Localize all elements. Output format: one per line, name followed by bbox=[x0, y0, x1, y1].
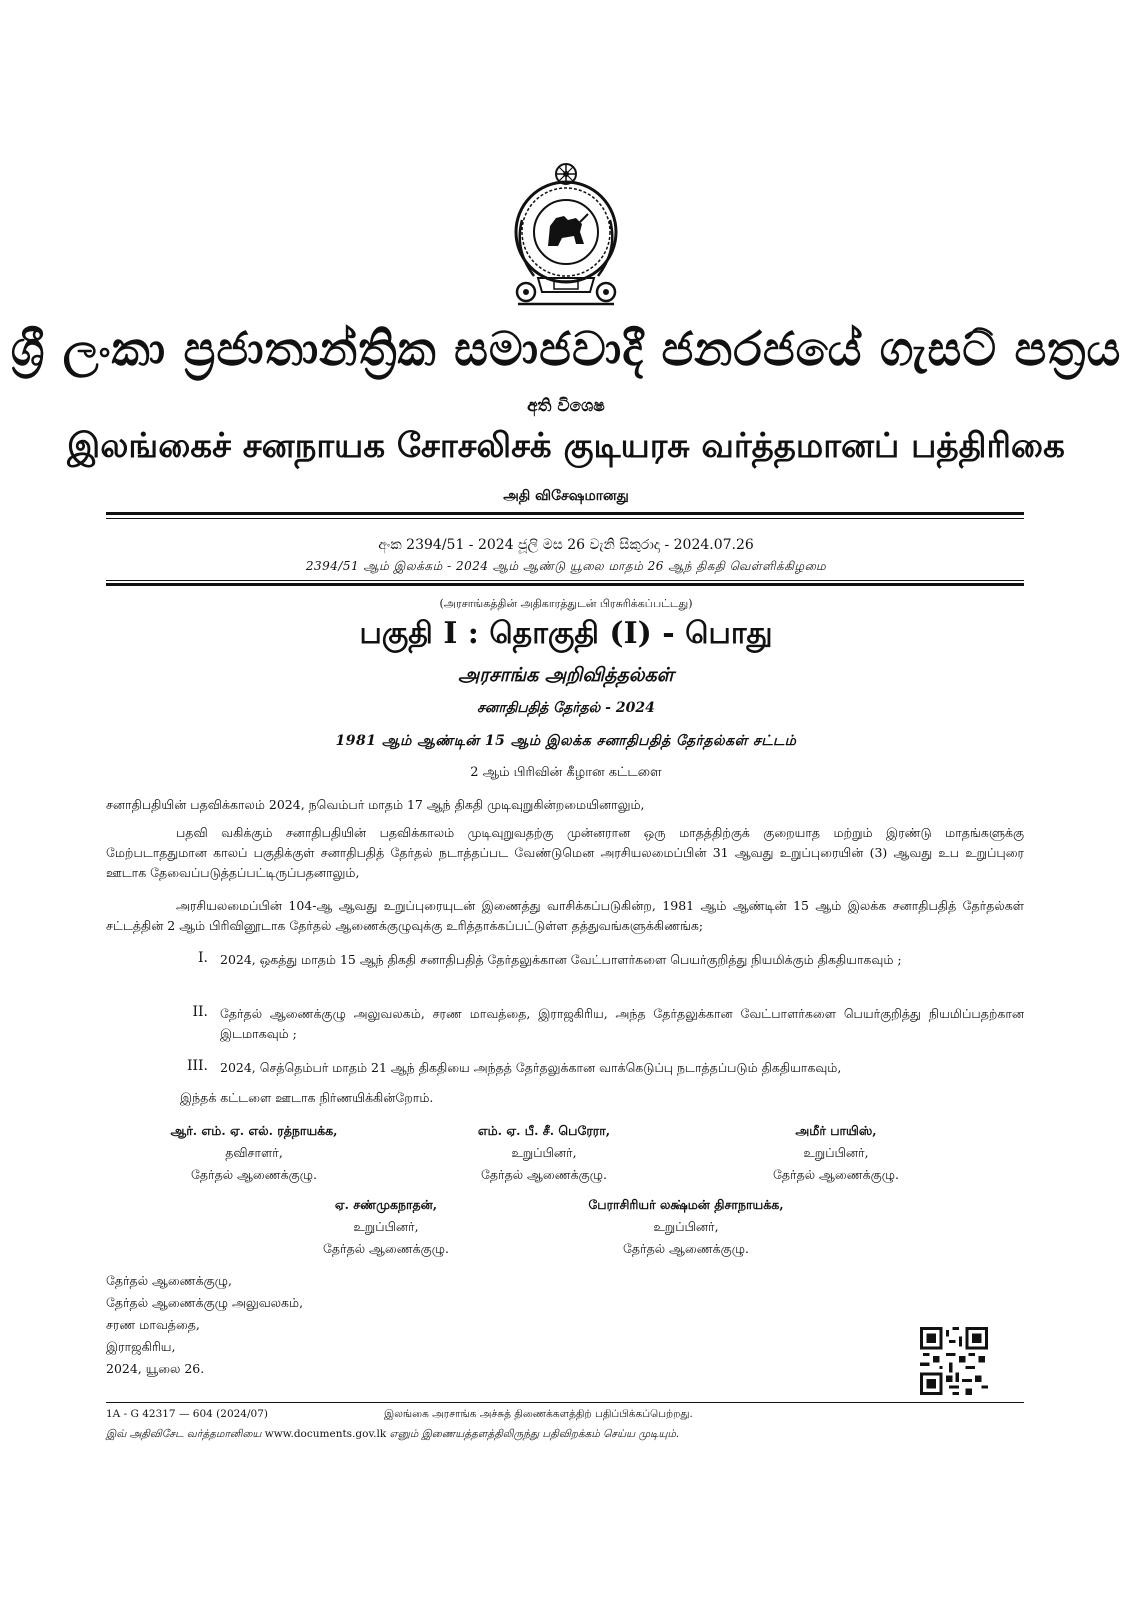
gazette-title-tamil: இலங்கைச் சனநாயக சோசலிசக் குடியரசு வர்த்தமானப் பத்திரிகை bbox=[67, 426, 1065, 466]
signatory-block bbox=[404, 1120, 684, 1186]
header-rule-thick bbox=[106, 512, 1024, 515]
issue-line-tamil: 2394/51 ஆம் இலக்கம் - 2024 ஆம் ஆண்டு யூலை மாதம் 26 ஆந் திகதி வெள்ளிக்கிழமை bbox=[305, 559, 827, 573]
address-line: 2024, யூலை 26. bbox=[106, 1361, 205, 1376]
signatory-block bbox=[114, 1120, 394, 1186]
address-line: இராஜகிரிய, bbox=[106, 1339, 176, 1354]
national-emblem-icon bbox=[504, 160, 628, 310]
signatory-name: ஆர். எம். ஏ. எல். ரத்நாயக்க, bbox=[170, 1123, 338, 1138]
list-item-number: I. bbox=[198, 950, 208, 966]
signatory-role: உறுப்பினர், bbox=[353, 1219, 419, 1234]
issue-rule-thick bbox=[106, 583, 1024, 586]
download-note-prefix: இவ் அதிவிசேட வர்த்தமானியை bbox=[106, 1428, 262, 1440]
list-item-text: தேர்தல் ஆணைக்குழு அலுவலகம், சரண மாவத்தை, இராஜகிரிய, அந்த தேர்தலுக்கான வேட்பாளர்களை பெயர்குறித்து நியமிப்பதற்கான இடமாகவும் ; bbox=[220, 1006, 1024, 1041]
closing-line: இந்தக் கட்டளை ஊடாக நிர்ணயிக்கின்றோம். bbox=[180, 1090, 434, 1105]
signatory-role: உறுப்பினர், bbox=[653, 1219, 719, 1234]
list-item-number: II. bbox=[192, 1004, 208, 1020]
signatory-name: பேராசிரியர் லக்ஷ்மன் திசாநாயக்க, bbox=[588, 1197, 784, 1212]
signatory-name: எம். ஏ. பீ. சீ. பெரேரா, bbox=[477, 1123, 611, 1138]
authority-note: (அரசாங்கத்தின் அதிகாரத்துடன் பிரசுரிக்கப்பட்டது) bbox=[439, 597, 693, 610]
address-line: தேர்தல் ஆணைக்குழு, bbox=[106, 1273, 232, 1288]
issue-rule-thin bbox=[106, 580, 1024, 581]
signatory-name: ஏ. சண்முகநாதன், bbox=[334, 1197, 438, 1212]
signatory-org: தேர்தல் ஆணைக்குழு. bbox=[773, 1167, 899, 1182]
preamble-paragraph-1: சனாதிபதியின் பதவிக்காலம் 2024, நவெம்பர் மாதம் 17 ஆந் திகதி முடிவுறுகின்றமையினாலும், bbox=[106, 797, 645, 812]
printed-by-note: இலங்கை அரசாங்க அச்சுத் திணைக்களத்திற் பதிப்பிக்கப்பெற்றது. bbox=[384, 1408, 693, 1420]
address-line: சரண மாவத்தை, bbox=[106, 1317, 200, 1332]
gazette-subtitle-tamil: அதி விசேஷமானது bbox=[503, 488, 629, 504]
signatory-org: தேர்தல் ஆணைக்குழு. bbox=[623, 1241, 749, 1256]
preamble-paragraph-3: அரசியலமைப்பின் 104-ஆ ஆவது உறுப்புரையுடன் இணைத்து வாசிக்கப்படுகின்ற, 1981 ஆம் ஆண்டின் 15 ஆம் இலக்க சனாதிபதித் தேர்தல்கள் சட்டத்தின் 2 ஆம் பிரிவினூடாக தேர்தல் ஆணைக்குழுவுக்கு உரித்தாக்கப்பட்டுள்ள தத்துவங்களுக்கிணங்க; bbox=[106, 898, 1024, 933]
signatory-role: உறுப்பினர், bbox=[803, 1145, 869, 1160]
election-title: சனாதிபதித் தேர்தல் - 2024 bbox=[477, 700, 655, 716]
print-code: 1A - G 42317 — 604 (2024/07) bbox=[106, 1408, 268, 1420]
signatory-role: உறுப்பினர், bbox=[511, 1145, 577, 1160]
signatory-name: அமீர் பாயிஸ், bbox=[795, 1123, 877, 1138]
signatory-role: தவிசாளர், bbox=[225, 1145, 283, 1160]
preamble-paragraph-2: பதவி வகிக்கும் சனாதிபதியின் பதவிக்காலம் முடிவுறுவதற்கு முன்னரான ஒரு மாதத்திற்குக் குறையாத மற்றும் இரண்டு மாதங்களுக்கு மேற்படாததுமான காலப் பகுதிக்குள் சனாதிபதித் தேர்தல் நடாத்தப்பட வேண்டுமென அரசியலமைப்பின் 31 ஆவது உறுப்புரையின் (3) ஆவது உப உறுப்புரை ஊடாக தேவைப்படுத்தப்பட்டிருப்பதனாலும், bbox=[106, 825, 1024, 880]
qr-code-icon[interactable] bbox=[920, 1327, 988, 1395]
signatory-block bbox=[246, 1194, 526, 1260]
gazette-subtitle-sinhala: අති විශෙෂ bbox=[527, 396, 605, 416]
signatory-org: தேர்தல் ஆணைக்குழு. bbox=[323, 1241, 449, 1256]
documents-link[interactable]: www.documents.gov.lk bbox=[264, 1428, 387, 1440]
order-title: 2 ஆம் பிரிவின் கீழான கட்டளை bbox=[470, 765, 662, 780]
part-title: பகுதி I : தொகுதி (I) - பொது bbox=[359, 616, 773, 651]
signatory-block bbox=[536, 1194, 836, 1260]
list-item-text: 2024, செத்தெம்பர் மாதம் 21 ஆந் திகதியை அந்தத் தேர்தலுக்கான வாக்கெடுப்பு நடாத்தப்படும் திகதியாகவும், bbox=[220, 1060, 842, 1075]
act-title: 1981 ஆம் ஆண்டின் 15 ஆம் இலக்க சனாதிபதித் தேர்தல்கள் சட்டம் bbox=[335, 733, 797, 749]
address-line: தேர்தல் ஆணைக்குழு அலுவலகம், bbox=[106, 1295, 304, 1310]
header-rule-thin bbox=[106, 518, 1024, 519]
signatory-org: தேர்தல் ஆணைக்குழு. bbox=[481, 1167, 607, 1182]
gazette-title-sinhala: ශ්‍රී ලංකා ප්‍රජාතාන්ත්‍රික සමාජවාදී ජනරජයේ ගැසට් පත්‍රය bbox=[10, 322, 1122, 377]
signatory-org: தேர்தல் ஆணைக்குழு. bbox=[191, 1167, 317, 1182]
section-title: அரசாங்க அறிவித்தல்கள் bbox=[458, 664, 674, 686]
list-item-number: III. bbox=[186, 1058, 208, 1074]
issue-line-sinhala: අංක 2394/51 - 2024 ජූලි මස 26 වැනි සිකුරාදා - 2024.07.26 bbox=[378, 537, 754, 553]
download-note bbox=[106, 1428, 679, 1441]
download-note-suffix: எனும் இணையத்தளத்திலிருந்து பதிவிறக்கம் செய்ய முடியும். bbox=[389, 1428, 680, 1440]
signatory-block bbox=[696, 1120, 976, 1186]
footer-rule bbox=[106, 1402, 1024, 1403]
address-block bbox=[106, 1270, 303, 1380]
list-item-text: 2024, ஒகத்து மாதம் 15 ஆந் திகதி சனாதிபதித் தேர்தலுக்கான வேட்பாளர்களை பெயர்குறித்து நியமிக்கும் திகதியாகவும் ; bbox=[220, 952, 902, 967]
